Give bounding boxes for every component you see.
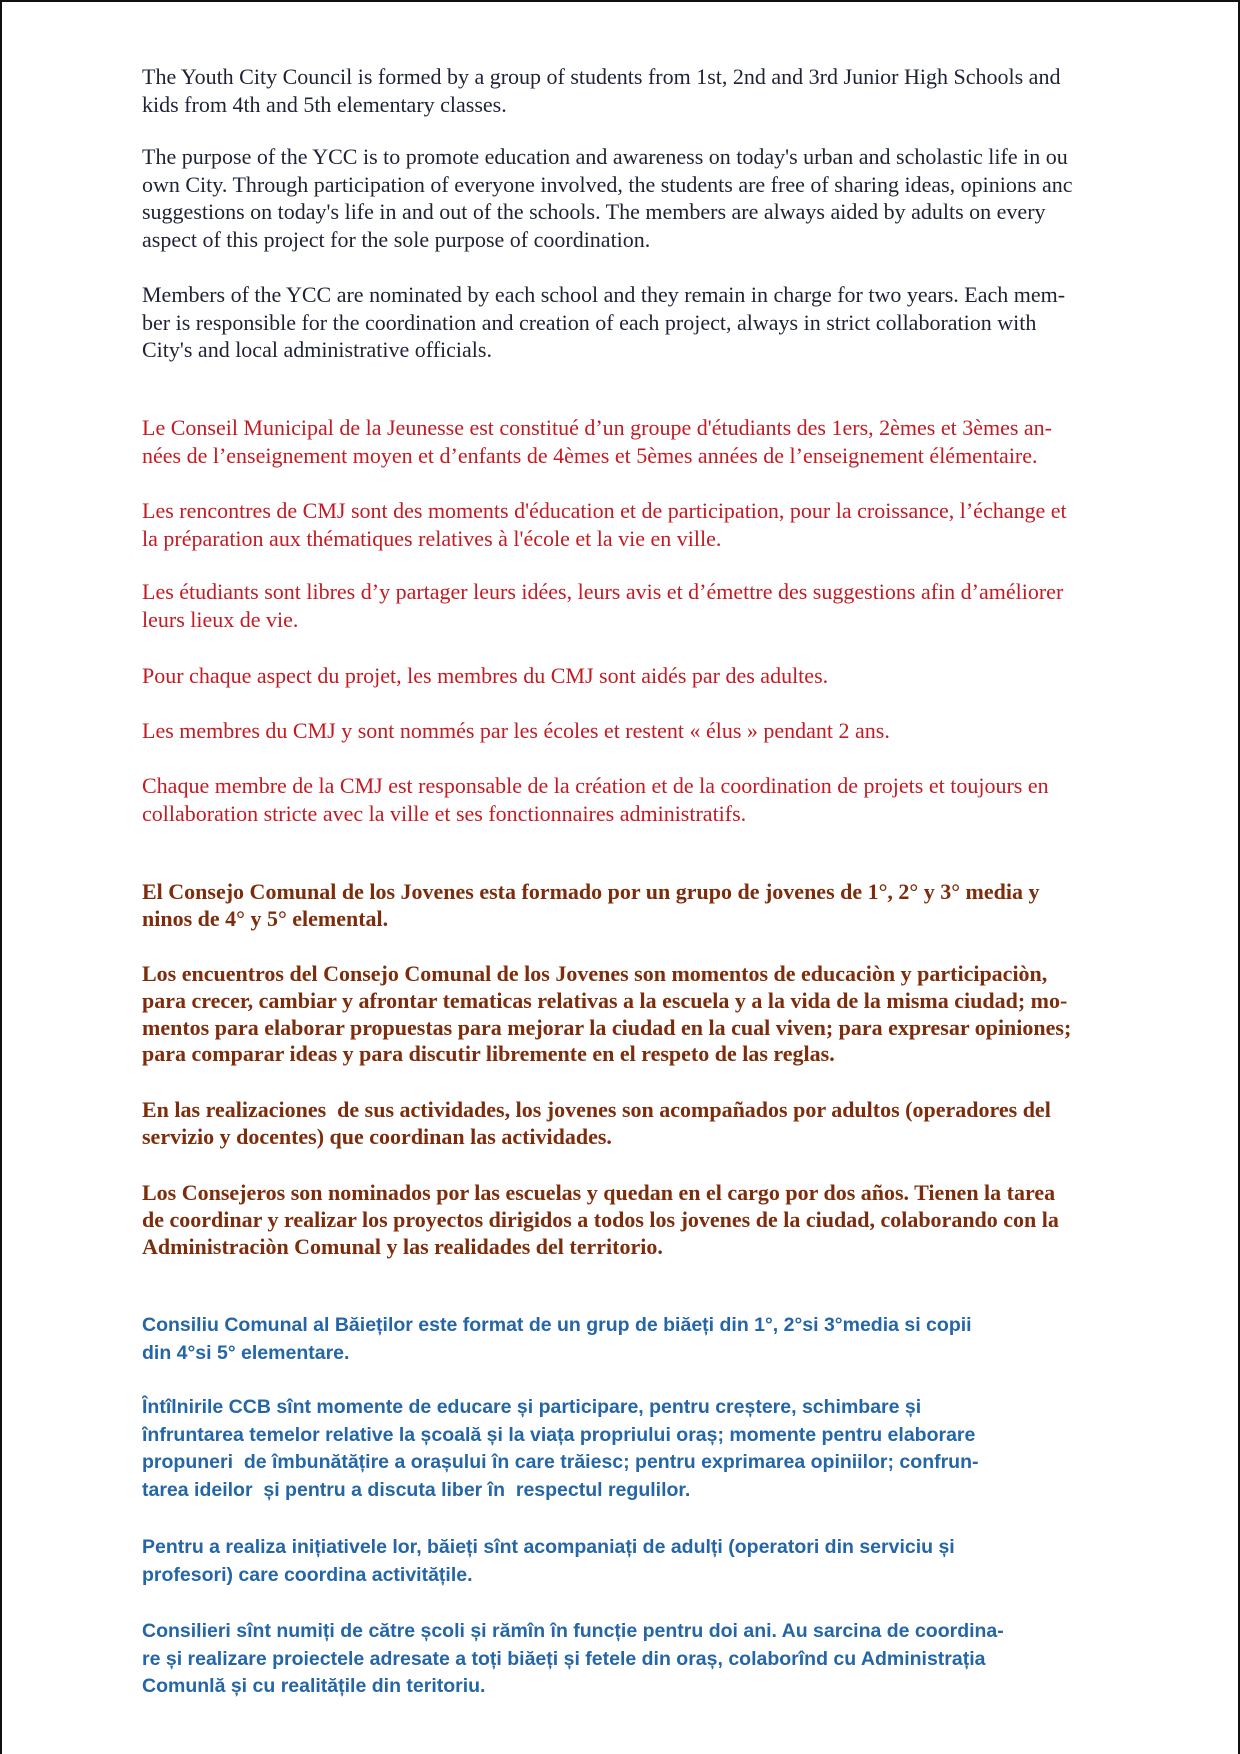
text-line: Pour chaque aspect du projet, les membres du CMJ sont aidés par des adultes.: [142, 663, 829, 688]
text-line: la préparation aux thématiques relatives à l'école et la vie en ville.: [142, 525, 722, 551]
text-line: Chaque membre de la CMJ est responsable de la création et de la coordination de projets et toujours en: [142, 773, 1049, 798]
romanian-paragraph-4: [142, 1618, 1152, 1701]
text-line: para comparar ideas y para discutir libremente en el respeto de las reglas.: [142, 1041, 835, 1067]
text-line: Le Conseil Municipal de la Jeunesse est constitué d’un groupe d'étudiants des 1ers, 2èmes et 3èmes an-: [142, 415, 1053, 440]
text-line: Members of the YCC are nominated by each school and they remain in charge for two years. Each mem-: [142, 282, 1066, 307]
text-line: collaboration stricte avec la ville et ses fonctionnaires administratifs.: [142, 800, 747, 826]
text-line: re și realizare proiectele adresate a toți biăeți și fetele din oraș, colaborînd cu Administrația: [142, 1647, 986, 1670]
text-line: mentos para elaborar propuestas para mejorar la ciudad en la cual viven; para expresar opiniones;: [142, 1014, 1072, 1040]
french-paragraph-6: [142, 772, 1152, 827]
text-line: Les rencontres de CMJ sont des moments d'éducation et de participation, pour la croissance, l’échange et: [142, 498, 1067, 523]
french-paragraph-1: [142, 414, 1152, 469]
spanish-paragraph-3: [142, 1097, 1152, 1151]
english-paragraph-3: [142, 281, 1152, 364]
english-paragraph-2: [142, 143, 1152, 253]
spanish-paragraph-1: [142, 879, 1152, 933]
text-line: servizio y docentes) que coordinan las actividades.: [142, 1123, 612, 1149]
text-line: City's and local administrative officials.: [142, 337, 492, 363]
text-line: Întîlnirile CCB sînt momente de educare și participare, pentru creștere, schimbare și: [142, 1396, 922, 1418]
text-line: propuneri de îmbunătățire a orașului în care trăiesc; pentru exprimarea opiniilor; confrun-: [142, 1451, 979, 1474]
text-line: Les membres du CMJ y sont nommés par les écoles et restent « élus » pendant 2 ans.: [142, 718, 890, 743]
english-paragraph-1: [142, 63, 1152, 118]
text-line: Les étudiants sont libres d’y partager leurs idées, leurs avis et d’émettre des suggestions afin d’améliorer: [142, 579, 1064, 604]
text-line: para crecer, cambiar y afrontar tematicas relativas a la escuela y a la vida de la misma ciudad; mo-: [142, 987, 1068, 1013]
french-paragraph-4: [142, 662, 1152, 690]
french-paragraph-3: [142, 578, 1152, 633]
text-line: înfruntarea temelor relative la școală și la viața propriului oraș; momente pentru elaborare: [142, 1423, 976, 1446]
text-line: din 4°si 5° elementare.: [142, 1341, 350, 1364]
text-line: kids from 4th and 5th elementary classes.: [142, 91, 507, 117]
spanish-paragraph-2: [142, 961, 1152, 1068]
text-line: nées de l’enseignement moyen et d’enfants de 4èmes et 5èmes années de l’enseignement élémentaire.: [142, 442, 1038, 468]
text-line: The Youth City Council is formed by a group of students from 1st, 2nd and 3rd Junior High Schools and: [142, 64, 1061, 89]
romanian-paragraph-3: [142, 1534, 1152, 1589]
text-line: own City. Through participation of everyone involved, the students are free of sharing ideas, opinions anc: [142, 171, 1073, 197]
text-line: profesori) care coordina activitățile.: [142, 1563, 473, 1586]
text-line: Consiliu Comunal al Băieților este format de un grup de biăeți din 1°, 2°si 3°media si copii: [142, 1314, 972, 1336]
text-line: de coordinar y realizar los proyectos dirigidos a todos los jovenes de la ciudad, colaborando con la: [142, 1206, 1059, 1232]
romanian-paragraph-2: [142, 1394, 1152, 1504]
text-line: Los encuentros del Consejo Comunal de los Jovenes son momentos de educaciòn y participaciòn,: [142, 961, 1048, 986]
text-line: Consilieri sînt numiți de către școli și rămîn în funcție pentru doi ani. Au sarcina de coordina-: [142, 1620, 1004, 1642]
text-line: The purpose of the YCC is to promote education and awareness on today's urban and scholastic life in ou: [142, 144, 1068, 169]
text-line: Los Consejeros son nominados por las escuelas y quedan en el cargo por dos años. Tienen la tarea: [142, 1180, 1056, 1205]
text-line: aspect of this project for the sole purpose of coordination.: [142, 226, 651, 252]
french-paragraph-5: [142, 717, 1152, 745]
spanish-paragraph-4: [142, 1180, 1152, 1260]
text-line: ber is responsible for the coordination and creation of each project, always in strict collaboration with: [142, 309, 1037, 335]
text-line: leurs lieux de vie.: [142, 606, 299, 632]
text-line: Comunlă și cu realitățile din teritoriu.: [142, 1675, 486, 1698]
text-line: El Consejo Comunal de los Jovenes esta formado por un grupo de jovenes de 1°, 2° y 3° media y: [142, 879, 1040, 904]
text-line: ninos de 4° y 5° elemental.: [142, 905, 389, 931]
romanian-paragraph-1: [142, 1312, 1152, 1367]
text-line: tarea ideilor și pentru a discuta liber în respectul regulilor.: [142, 1478, 691, 1501]
text-line: Pentru a realiza inițiativele lor, băieți sînt acompaniați de adulți (operatori din serviciu și: [142, 1536, 955, 1558]
text-line: Administraciòn Comunal y las realidades del territorio.: [142, 1233, 663, 1259]
text-line: suggestions on today's life in and out of the schools. The members are always aided by adults on every: [142, 199, 1046, 225]
text-line: En las realizaciones de sus actividades, los jovenes son acompañados por adultos (operadores del: [142, 1097, 1051, 1122]
french-paragraph-2: [142, 497, 1152, 552]
